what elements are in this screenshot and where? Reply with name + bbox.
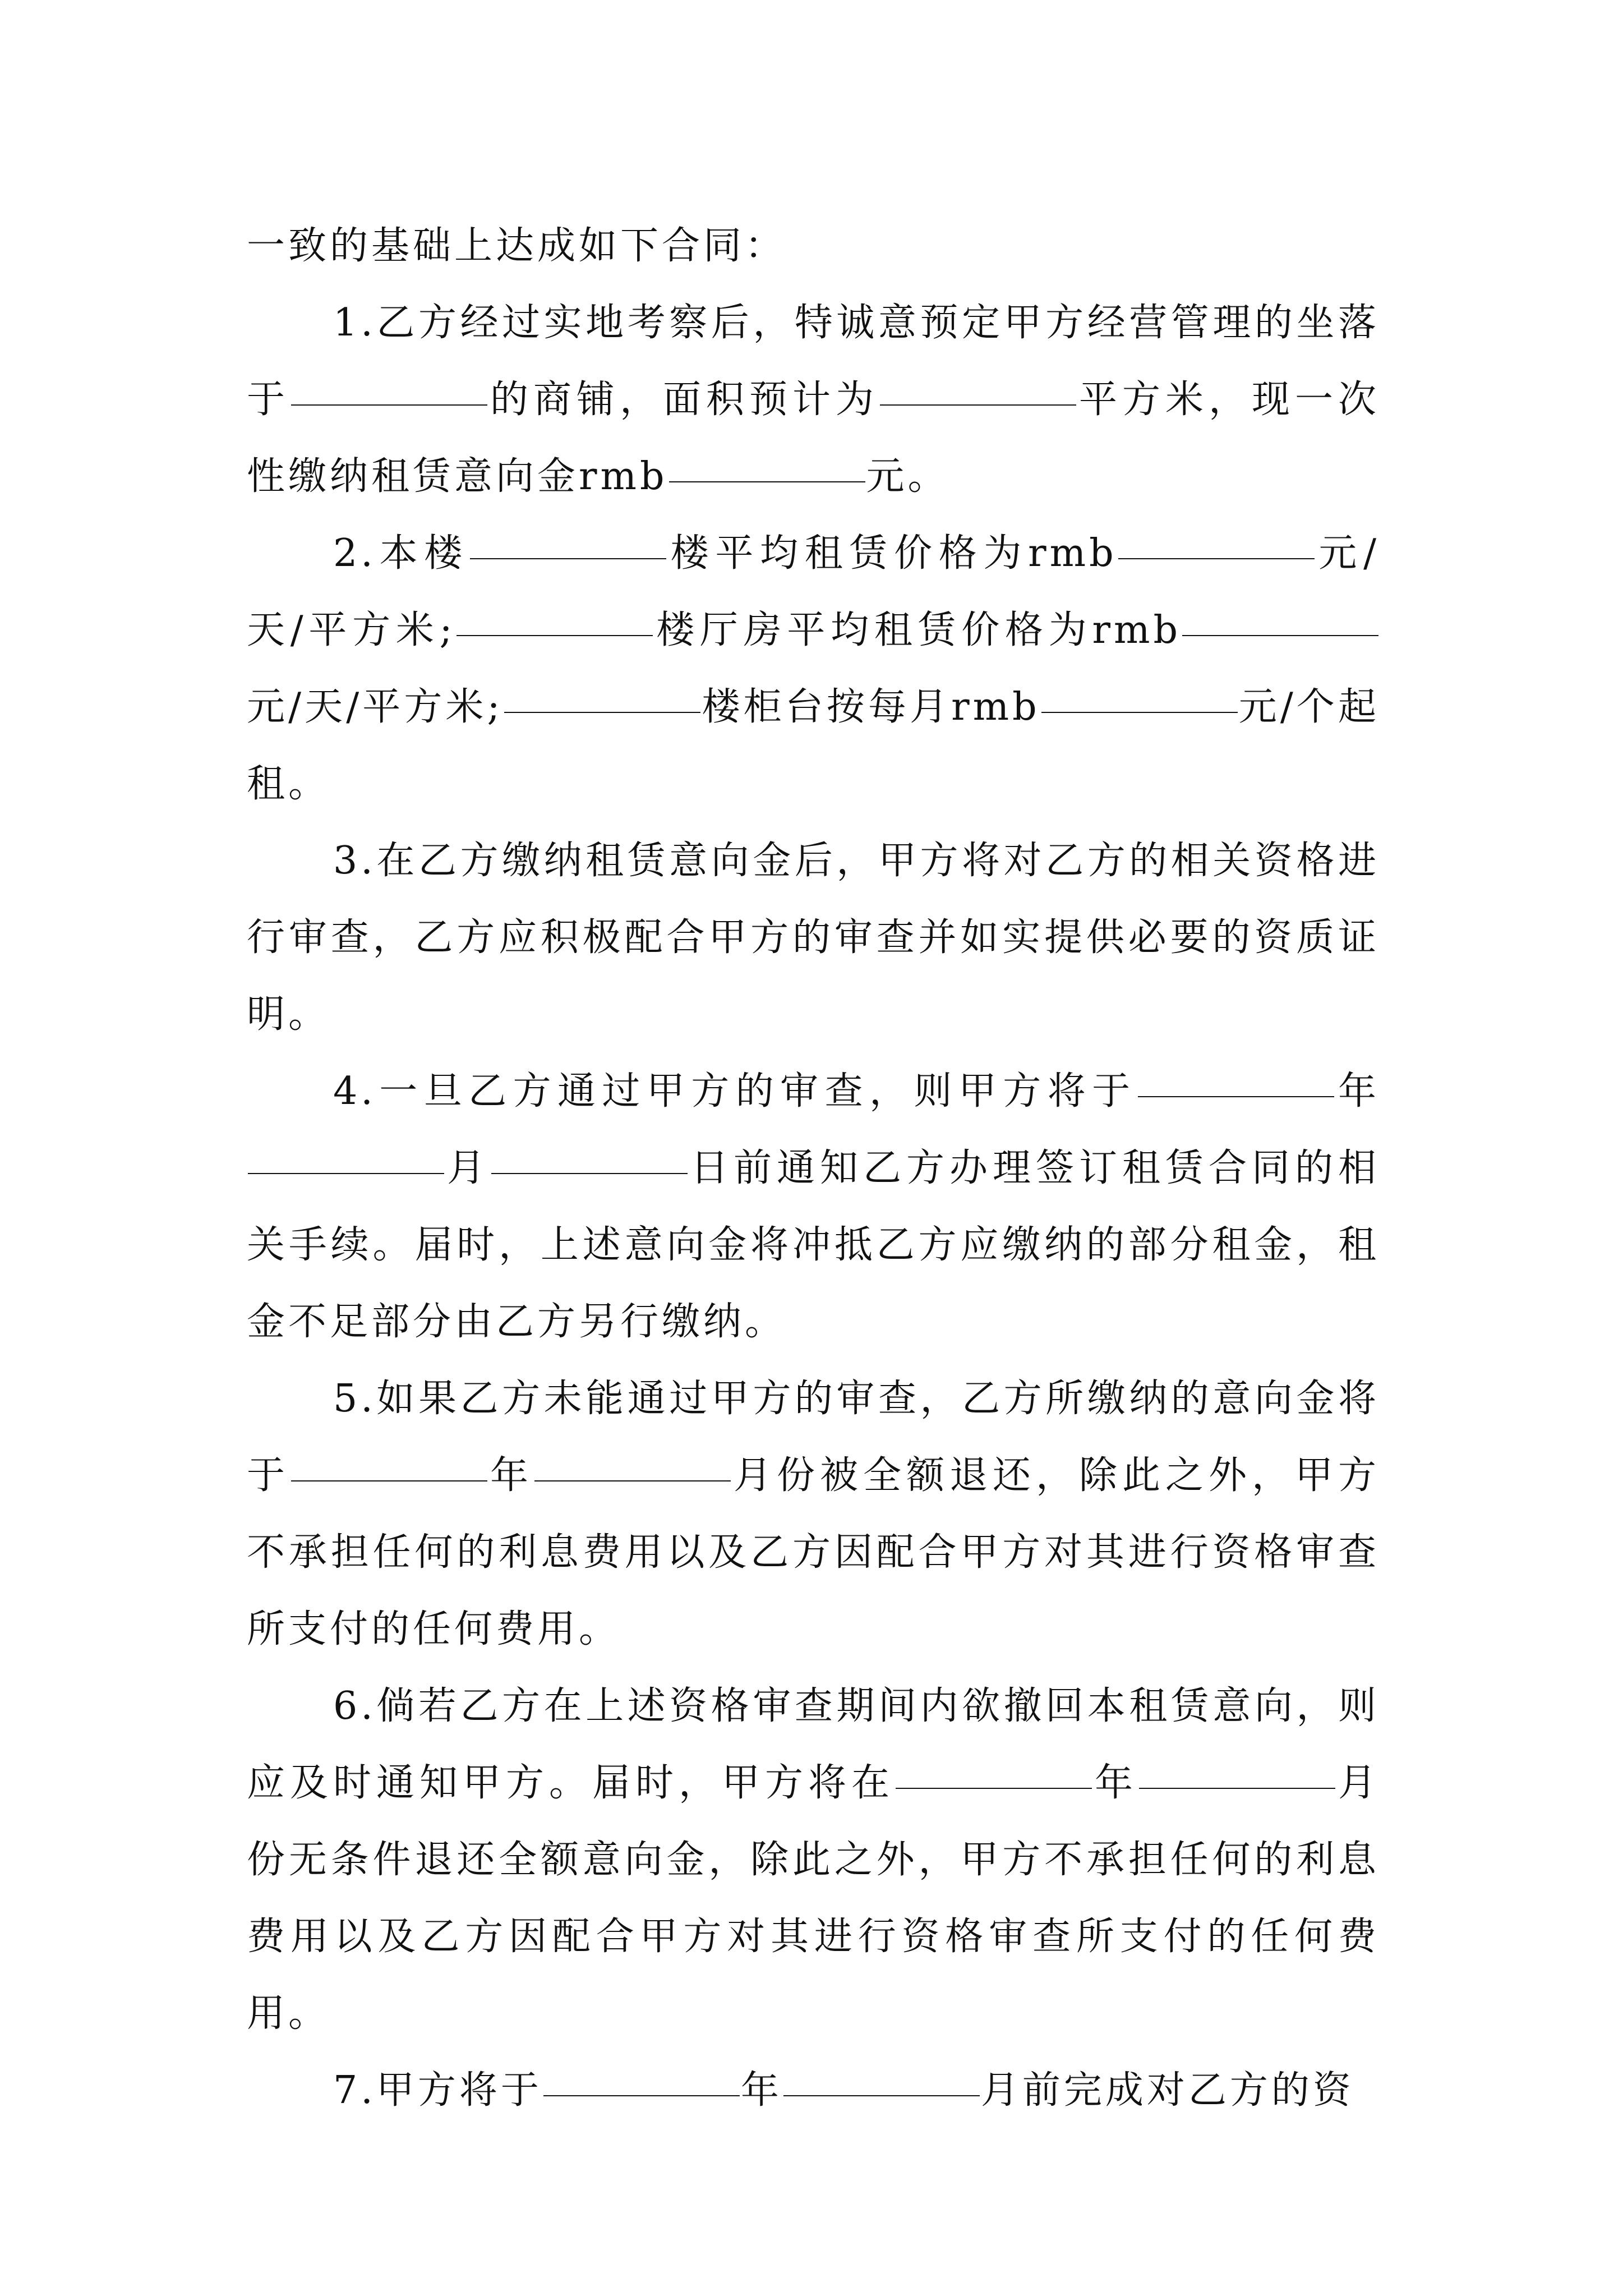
fill-blank — [504, 711, 700, 713]
clause-text: 年 — [1335, 1069, 1380, 1114]
clause-text: 楼柜台按每月rmb — [702, 685, 1040, 729]
clause-1 — [247, 284, 1380, 515]
clause-text: 5.如果乙方未能通过甲方的审查，乙方所缴纳的意向金将于 — [247, 1377, 1380, 1498]
clause-text: 元/天/平方米; — [247, 685, 504, 729]
fill-blank — [534, 1480, 731, 1481]
clause-text: 年 — [1092, 1761, 1138, 1805]
fill-blank — [291, 1480, 487, 1481]
fill-blank — [543, 2095, 740, 2096]
clause-text: 3.在乙方缴纳租赁意向金后，甲方将对乙方的相关资格进行审查，乙方应积极配合甲方的审查并如实提供必要的资质证明。 — [247, 839, 1380, 1037]
clause-text: 楼厅房平均租赁价格为rmb — [654, 608, 1181, 652]
fill-blank — [1118, 558, 1315, 559]
fill-blank — [1139, 1787, 1335, 1789]
fill-blank — [470, 558, 666, 559]
clause-text: 的商铺，面积预计为 — [488, 378, 879, 422]
clause-text: 月前完成对乙方的资 — [980, 2068, 1354, 2113]
fill-blank — [1041, 711, 1238, 713]
clause-5 — [247, 1360, 1380, 1668]
clause-2 — [247, 515, 1380, 822]
fill-blank — [291, 404, 487, 406]
clause-4 — [247, 1053, 1380, 1360]
fill-blank — [248, 1172, 444, 1174]
fill-blank — [783, 2095, 980, 2096]
fill-blank — [880, 404, 1076, 406]
clause-text: 1.乙方经过实地考察后，特诚意预定甲方经营管理的坐落于 — [247, 301, 1380, 422]
paragraph-intro — [247, 208, 1380, 284]
clause-text: 楼平均租赁价格为rmb — [667, 531, 1117, 576]
clause-text: 月份无条件退还全额意向金，除此之外，甲方不承担任何的利息费用以及乙方因配合甲方对其进行资格审查所支付的任何费用。 — [247, 1761, 1380, 2036]
clause-text: 2.本楼 — [333, 531, 469, 576]
clause-text: 平方米，现一次性缴纳租赁意向金rmb — [247, 378, 1380, 499]
clause-text: 年 — [740, 2068, 782, 2113]
clause-text: 年 — [488, 1453, 533, 1498]
fill-blank — [669, 481, 865, 482]
clause-6 — [247, 1668, 1380, 2052]
fill-blank — [1138, 1096, 1334, 1097]
paragraph-text: 一致的基础上达成如下合同： — [247, 224, 787, 268]
clause-3 — [247, 822, 1380, 1053]
clause-text: 元/个起租。 — [247, 685, 1380, 806]
fill-blank — [457, 634, 653, 636]
clause-text: 元/天/平方米; — [247, 531, 1380, 652]
fill-blank — [896, 1787, 1092, 1789]
clause-text: 元。 — [866, 454, 949, 499]
fill-blank — [491, 1172, 688, 1174]
document-body — [247, 208, 1380, 2129]
clause-text: 月 — [445, 1146, 490, 1190]
clause-text: 6.倘若乙方在上述资格审查期间内欲撤回本租赁意向，则应及时通知甲方。届时，甲方将在 — [247, 1684, 1380, 1805]
clause-text: 月份被全额退还，除此之外，甲方不承担任何的利息费用以及乙方因配合甲方对其进行资格审查所支付的任何费用。 — [247, 1453, 1380, 1651]
clause-text: 7.甲方将于 — [333, 2068, 542, 2113]
fill-blank — [1182, 634, 1378, 636]
clause-7 — [247, 2052, 1380, 2129]
clause-text: 4.一旦乙方通过甲方的审查，则甲方将于 — [333, 1069, 1137, 1114]
clause-text: 日前通知乙方办理签订租赁合同的相关手续。届时，上述意向金将冲抵乙方应缴纳的部分租金，租金不足部分由乙方另行缴纳。 — [247, 1146, 1380, 1344]
